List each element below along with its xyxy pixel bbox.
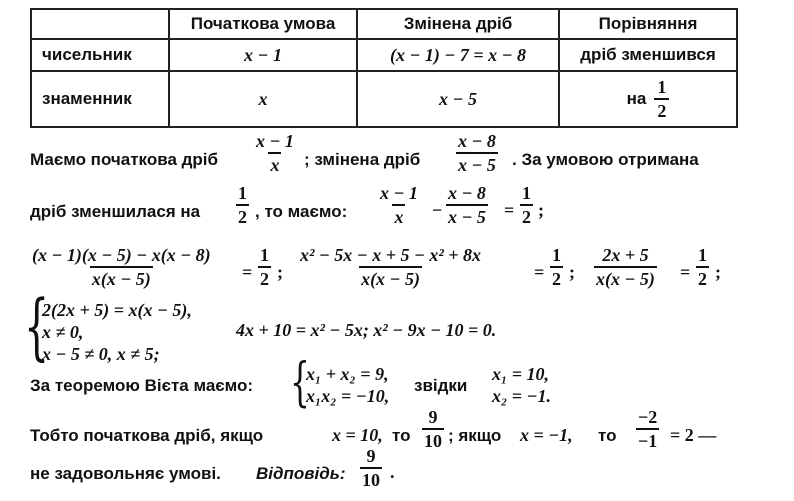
conclusion-line-2: не задовольняє умові. [30,464,221,483]
eq-equals-1: = [242,262,253,282]
vieta-sum: x₁ + x₂ = 9, [306,364,389,384]
vieta-whence: звідки [414,376,468,395]
table-header-changed: Змінена дріб [357,9,559,39]
eq-fraction-2: $\frac{1}{2}$ [260,245,269,289]
cell-changed-numerator: (x − 1) − 7 = x − 8 [357,39,559,71]
cell-compare-numerator: дріб зменшився [559,39,737,71]
cell-initial-denominator: x [169,71,357,127]
eq-semicolon-1: ; [277,262,283,282]
p2-fraction-half: $\frac{1}{2}$ [238,183,247,227]
root-2: x₂ = −1. [492,386,551,406]
eq-equals-3: = [680,262,691,282]
eq-fraction-1: $\frac{(x - 1)(x - 5) - x(x - 8)}{x(x - 5)}$ [32,245,211,289]
table-header-initial: Початкова умова [169,9,357,39]
eq-fraction-4: $\frac{1}{2}$ [552,245,561,289]
p1-fraction-initial: $\frac{x - 1}{x}$ [256,131,294,175]
eq-equals-2: = [534,262,545,282]
p2-semicolon: ; [538,200,544,220]
table-header-compare: Порівняння [559,9,737,39]
p2-equals: = [504,200,515,220]
vieta-product: x₁x₂ = −10, [306,386,390,406]
compare-fraction: 1 2 [654,78,669,121]
conclusion-text-c: ; якщо [448,426,502,445]
p1-text-a: Маємо початкова дріб [30,150,219,169]
row-label-numerator: чисельник [31,39,169,71]
cell-changed-denominator: x − 5 [357,71,559,127]
cell-compare-denominator [559,71,737,127]
table-header-empty [31,9,169,39]
conclusion-text-b: то [392,426,411,445]
comparison-table [30,8,738,128]
table-row [31,39,737,71]
p2-text-b: , то маємо: [255,202,348,221]
table-row [31,71,737,127]
p2-fraction-initial: $\frac{x - 1}{x}$ [380,183,418,227]
eq-semicolon-2: ; [569,262,575,282]
cell-initial-numerator: x − 1 [169,39,357,71]
p1-text-b: ; змінена дріб [304,150,421,169]
conclusion-fraction-2: $\frac{-2}{-1}$ [638,407,658,451]
answer-period: . [390,462,395,482]
answer-fraction: $\frac{9}{10}$ [362,446,380,490]
eq-fraction-3: $\frac{\text{x² − 5x − x + 5 − x² + 8x}}{x(x - 5)}$ [300,245,482,289]
p2-fraction-changed: $\frac{x - 8}{x - 5}$ [448,183,486,227]
conclusion-cond-2: x = −1, [520,425,573,445]
system-line-1: 2(2x + 5) = x(x − 5), [42,300,192,320]
p1-fraction-changed: $\frac{x - 8}{x - 5}$ [458,131,496,175]
system-equation: 4x + 10 = x² − 5x; x² − 9x − 10 = 0. [236,320,497,340]
conclusion-fraction-1: $\frac{9}{10}$ [424,407,442,451]
vieta-text: За теоремою Вієта маємо: [30,376,254,395]
system-brace: { [24,284,50,368]
p2-fraction-result: $\frac{1}{2}$ [522,183,531,227]
system-line-3: x − 5 ≠ 0, x ≠ 5; [42,344,160,364]
eq-fraction-5: $\frac{2x + 5}{x(x - 5)}$ [596,245,655,289]
answer-label: Відповідь: [256,464,346,483]
conclusion-text-d: то [598,426,617,445]
eq-fraction-6: $\frac{1}{2}$ [698,245,707,289]
p2-minus: − [432,200,443,220]
root-1: x₁ = 10, [492,364,550,384]
row-label-denominator: знаменник [31,71,169,127]
eq-semicolon-3: ; [715,262,721,282]
conclusion-text-a: Тобто початкова дріб, якщо [30,426,264,445]
conclusion-text-e: = 2 — [670,425,717,445]
conclusion-cond-1: x = 10, [332,425,383,445]
p1-text-c: . За умовою отримана [512,150,699,169]
compare-prefix: на [626,89,647,108]
vieta-brace: { [290,353,310,413]
p2-text-a: дріб зменшилася на [30,202,201,221]
system-line-2: x ≠ 0, [42,322,84,342]
